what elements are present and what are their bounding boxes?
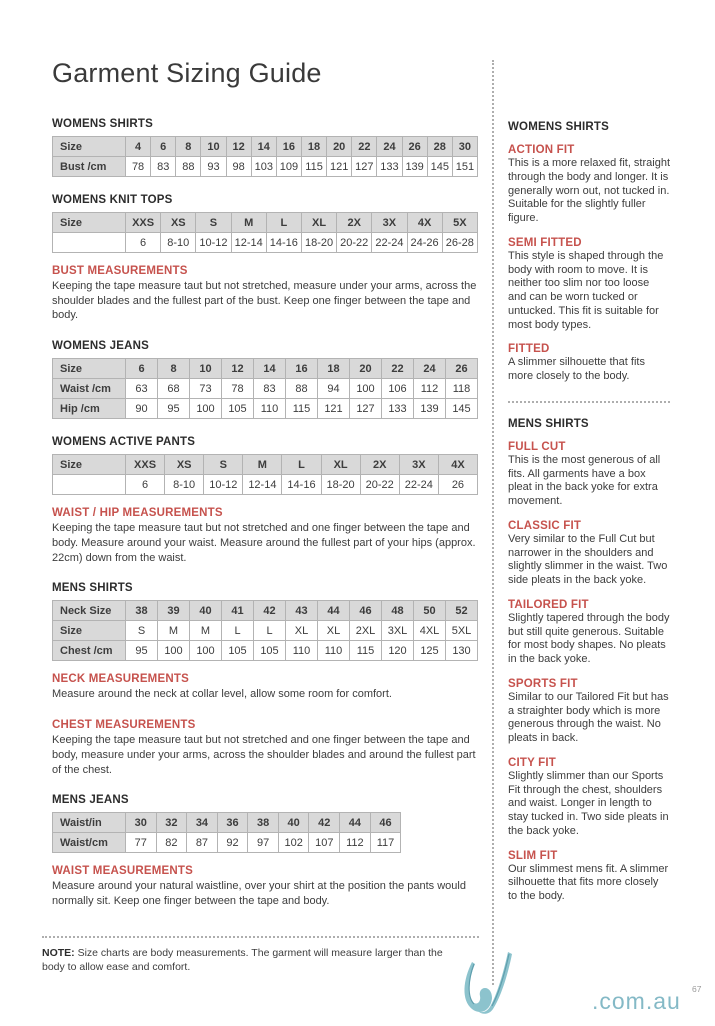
size-value-cell: 38 <box>248 813 279 833</box>
left-column <box>52 118 478 926</box>
size-value-cell: 14-16 <box>282 475 321 495</box>
size-value-cell: 14-16 <box>266 233 301 253</box>
size-value-cell: 110 <box>254 399 286 419</box>
size-value-cell: 24 <box>377 137 402 157</box>
size-value-cell: 87 <box>187 833 218 853</box>
size-value-cell: 92 <box>217 833 248 853</box>
fit-text-slim-fit: Our slimmest mens fit. A slimmer silhouette that fits more closely to the body. <box>508 862 669 902</box>
size-value-cell: 30 <box>452 137 477 157</box>
size-value-cell: 102 <box>278 833 309 853</box>
size-value-cell: 43 <box>286 601 318 621</box>
size-value-cell: 46 <box>370 813 401 833</box>
size-value-cell: XXS <box>126 213 161 233</box>
right-column <box>508 121 670 904</box>
section-heading-mens-jeans: MENS JEANS <box>52 794 129 807</box>
table-header-row <box>53 137 478 157</box>
table-row <box>53 833 401 853</box>
size-value-cell: L <box>222 621 254 641</box>
size-value-cell: 2X <box>337 213 372 233</box>
size-value-cell: 12 <box>222 359 254 379</box>
size-value-cell: 10 <box>201 137 226 157</box>
size-value-cell: 100 <box>158 641 190 661</box>
size-value-cell: 8 <box>158 359 190 379</box>
size-value-cell: 98 <box>226 157 251 177</box>
size-value-cell: M <box>158 621 190 641</box>
size-value-cell: 26 <box>446 359 478 379</box>
fit-text-classic-fit: Very similar to the Full Cut but narrower in the shoulders and slightly slimmer in the waist. Two side pleats in the back yoke. <box>508 532 668 586</box>
size-value-cell: 100 <box>190 641 222 661</box>
size-value-cell: 20-22 <box>360 475 399 495</box>
section-heading-womens-jeans: WOMENS JEANS <box>52 340 149 353</box>
footer-note <box>42 947 466 975</box>
size-value-cell: 139 <box>414 399 446 419</box>
size-value-cell: 18-20 <box>321 475 360 495</box>
size-value-cell: 63 <box>126 379 158 399</box>
row-label-cell: Chest /cm <box>53 641 126 661</box>
measurement-text-chest-measurements: Keeping the tape measure taut but not stretched and one finger between the tape and body, measure under your arms, across the shoulder blades and around the fullest part of the chest. <box>52 734 476 776</box>
size-value-cell: 20 <box>327 137 352 157</box>
row-label-cell: Size <box>53 359 126 379</box>
size-value-cell: 8-10 <box>161 233 196 253</box>
row-label-cell: Waist /cm <box>53 379 126 399</box>
measurement-heading-chest-measurements: CHEST MEASUREMENTS <box>52 719 196 732</box>
row-label-cell: Waist/cm <box>53 833 126 853</box>
size-value-cell: M <box>190 621 222 641</box>
size-value-cell: 109 <box>276 157 301 177</box>
section-heading-mens-shirts: MENS SHIRTS <box>52 582 133 595</box>
size-value-cell: 107 <box>309 833 340 853</box>
size-value-cell: 42 <box>254 601 286 621</box>
size-value-cell: 26 <box>402 137 427 157</box>
size-value-cell: 117 <box>370 833 401 853</box>
size-value-cell: 88 <box>176 157 201 177</box>
size-value-cell: 16 <box>276 137 301 157</box>
size-value-cell: 40 <box>190 601 222 621</box>
size-value-cell: 3XL <box>382 621 414 641</box>
size-value-cell: S <box>126 621 158 641</box>
size-value-cell: 6 <box>151 137 176 157</box>
size-value-cell: 95 <box>158 399 190 419</box>
row-label-cell: Neck Size <box>53 601 126 621</box>
size-table-mens-shirts <box>52 600 478 661</box>
size-value-cell: 14 <box>251 137 276 157</box>
row-label-cell: Size <box>53 621 126 641</box>
size-value-cell: 24 <box>414 359 446 379</box>
measurement-heading-neck-measurements: NECK MEASUREMENTS <box>52 673 189 686</box>
fit-name-slim-fit: SLIM FIT <box>508 849 558 862</box>
size-table-womens-active-pants <box>52 454 478 495</box>
row-label-cell: Bust /cm <box>53 157 126 177</box>
size-value-cell: 22 <box>352 137 377 157</box>
size-value-cell: 133 <box>382 399 414 419</box>
table-row <box>53 233 478 253</box>
size-value-cell: 112 <box>340 833 371 853</box>
size-value-cell: 94 <box>318 379 350 399</box>
measurement-text-bust-measurements: Keeping the tape measure taut but not stretched, measure under your arms, across the shoulder blades and the fullest part of the bust. Keep one finger between the tape and body. <box>52 280 477 322</box>
size-value-cell: 125 <box>414 641 446 661</box>
table-header-row <box>53 601 478 621</box>
size-value-cell: XL <box>301 213 336 233</box>
size-value-cell: 34 <box>187 813 218 833</box>
size-value-cell: 97 <box>248 833 279 853</box>
size-value-cell: M <box>231 213 266 233</box>
size-value-cell: XXS <box>126 455 165 475</box>
size-value-cell: 18-20 <box>301 233 336 253</box>
size-value-cell: 20-22 <box>337 233 372 253</box>
brand-u-ribbon-icon <box>448 948 530 1026</box>
size-value-cell: 127 <box>352 157 377 177</box>
size-value-cell: XL <box>318 621 350 641</box>
size-value-cell: 112 <box>414 379 446 399</box>
size-value-cell: 40 <box>278 813 309 833</box>
size-value-cell: 18 <box>318 359 350 379</box>
page-number: 67 <box>692 984 702 994</box>
measurement-heading-bust-measurements: BUST MEASUREMENTS <box>52 265 188 277</box>
section-heading-womens-active-pants: WOMENS ACTIVE PANTS <box>52 436 196 449</box>
size-value-cell: 30 <box>126 813 157 833</box>
size-value-cell: S <box>204 455 243 475</box>
size-value-cell: 88 <box>286 379 318 399</box>
size-value-cell: 145 <box>446 399 478 419</box>
column-divider-dotted <box>492 60 494 985</box>
table-row <box>53 157 478 177</box>
size-value-cell: 127 <box>350 399 382 419</box>
table-row <box>53 621 478 641</box>
size-value-cell: 115 <box>286 399 318 419</box>
fit-text-semi-fitted: This style is shaped through the body with room to move. It is neither too slim nor too loose and can be worn tucked or untucked. This fit is suitable for most body types. <box>508 249 664 331</box>
size-value-cell: 6 <box>126 233 161 253</box>
table-row <box>53 399 478 419</box>
size-value-cell: 110 <box>318 641 350 661</box>
table-row <box>53 641 478 661</box>
size-value-cell: 18 <box>301 137 326 157</box>
size-value-cell: 36 <box>217 813 248 833</box>
size-value-cell: 12-14 <box>243 475 282 495</box>
size-value-cell: 46 <box>350 601 382 621</box>
size-value-cell: 20 <box>350 359 382 379</box>
section-heading-womens-knit-tops: WOMENS KNIT TOPS <box>52 194 173 206</box>
size-value-cell: XS <box>165 455 204 475</box>
table-header-row <box>53 213 478 233</box>
size-value-cell: 2X <box>360 455 399 475</box>
size-value-cell: 41 <box>222 601 254 621</box>
fit-name-tailored-fit: TAILORED FIT <box>508 598 589 611</box>
measurement-heading-waist-hip-measurements: WAIST / HIP MEASUREMENTS <box>52 507 223 520</box>
size-value-cell: 22-24 <box>399 475 438 495</box>
footer-note-text: Size charts are body measurements. The garment will measure larger than the body to allow ease and comfort. <box>42 947 443 973</box>
size-value-cell: 44 <box>318 601 350 621</box>
fit-text-full-cut: This is the most generous of all fits. All garments have a box pleat in the back yoke for extra movement. <box>508 453 661 507</box>
size-value-cell: 105 <box>222 399 254 419</box>
size-value-cell: 78 <box>222 379 254 399</box>
size-value-cell: 2XL <box>350 621 382 641</box>
measurement-text-waist-measurements: Measure around your natural waistline, over your shirt at the position the pants would normally sit. Keep one finger between the tape and body. <box>52 880 466 908</box>
size-value-cell: XS <box>161 213 196 233</box>
size-value-cell: 68 <box>158 379 190 399</box>
size-value-cell: XL <box>286 621 318 641</box>
section-heading-womens-shirts: WOMENS SHIRTS <box>52 118 153 130</box>
size-value-cell: 50 <box>414 601 446 621</box>
size-value-cell: 28 <box>427 137 452 157</box>
size-value-cell: 12-14 <box>231 233 266 253</box>
size-value-cell: 151 <box>452 157 477 177</box>
size-value-cell: 105 <box>254 641 286 661</box>
size-value-cell: 133 <box>377 157 402 177</box>
size-value-cell: L <box>266 213 301 233</box>
size-value-cell: 26-28 <box>442 233 477 253</box>
table-row <box>53 379 478 399</box>
fit-name-semi-fitted: SEMI FITTED <box>508 236 582 249</box>
fit-text-fitted: A slimmer silhouette that fits more closely to the body. <box>508 356 645 382</box>
row-label-cell: Size <box>53 137 126 157</box>
size-value-cell: 121 <box>318 399 350 419</box>
size-value-cell: 83 <box>151 157 176 177</box>
table-header-row <box>53 813 401 833</box>
size-value-cell: L <box>254 621 286 641</box>
size-value-cell: 93 <box>201 157 226 177</box>
size-value-cell: 103 <box>251 157 276 177</box>
size-value-cell: 78 <box>126 157 151 177</box>
size-value-cell: 16 <box>286 359 318 379</box>
size-value-cell: 145 <box>427 157 452 177</box>
row-label-cell: Size <box>53 213 126 233</box>
size-value-cell: 22 <box>382 359 414 379</box>
size-value-cell: 5X <box>442 213 477 233</box>
row-label-cell <box>53 475 126 495</box>
size-value-cell: 8 <box>176 137 201 157</box>
fit-text-action-fit: This is a more relaxed fit, straight through the body and longer. It is generally worn out, not tucked in. Suitable for the slightly fuller figure. <box>508 157 671 224</box>
size-value-cell: S <box>196 213 231 233</box>
size-value-cell: 77 <box>126 833 157 853</box>
fit-group-heading-mens-shirts: MENS SHIRTS <box>508 417 589 430</box>
size-value-cell: 100 <box>350 379 382 399</box>
size-value-cell: L <box>282 455 321 475</box>
row-label-cell: Size <box>53 455 126 475</box>
size-value-cell: 48 <box>382 601 414 621</box>
size-value-cell: 4X <box>407 213 442 233</box>
fit-group-divider-dotted <box>508 401 670 403</box>
size-value-cell: 106 <box>382 379 414 399</box>
size-value-cell: 10-12 <box>204 475 243 495</box>
fit-name-full-cut: FULL CUT <box>508 440 566 453</box>
size-value-cell: 121 <box>327 157 352 177</box>
row-label-cell: Hip /cm <box>53 399 126 419</box>
size-table-womens-jeans <box>52 358 478 419</box>
footer-divider-dotted <box>42 936 479 938</box>
size-value-cell: 83 <box>254 379 286 399</box>
size-table-womens-knit-tops <box>52 212 478 253</box>
size-value-cell: 118 <box>446 379 478 399</box>
fit-text-tailored-fit: Slightly tapered through the body but still quite generous. Suitable for most body shapes. No pleats in the back yoke. <box>508 611 670 665</box>
size-value-cell: 24-26 <box>407 233 442 253</box>
size-value-cell: 110 <box>286 641 318 661</box>
size-table-mens-jeans <box>52 812 401 853</box>
fit-name-classic-fit: CLASSIC FIT <box>508 519 582 532</box>
fit-name-sports-fit: SPORTS FIT <box>508 677 578 690</box>
size-value-cell: 44 <box>340 813 371 833</box>
size-value-cell: 139 <box>402 157 427 177</box>
measurement-text-neck-measurements: Measure around the neck at collar level, allow some room for comfort. <box>52 688 392 701</box>
size-value-cell: 4 <box>126 137 151 157</box>
footer-note-label: NOTE: <box>42 947 75 959</box>
measurement-heading-waist-measurements: WAIST MEASUREMENTS <box>52 865 193 878</box>
size-value-cell: 95 <box>126 641 158 661</box>
size-value-cell: 130 <box>446 641 478 661</box>
page-title: Garment Sizing Guide <box>52 58 322 88</box>
table-header-row <box>53 359 478 379</box>
size-value-cell: 12 <box>226 137 251 157</box>
table-header-row <box>53 455 478 475</box>
size-value-cell: 115 <box>301 157 326 177</box>
measurement-text-waist-hip-measurements: Keeping the tape measure taut but not stretched and one finger between the tape and body. Measure around your waist. Measure around the fullest part of your hips (approx. 22cm) down from the waist. <box>52 522 476 564</box>
fit-name-fitted: FITTED <box>508 343 550 356</box>
size-value-cell: 100 <box>190 399 222 419</box>
size-value-cell: 10 <box>190 359 222 379</box>
size-value-cell: 5XL <box>446 621 478 641</box>
row-label-cell <box>53 233 126 253</box>
size-value-cell: 22-24 <box>372 233 407 253</box>
size-value-cell: 8-10 <box>165 475 204 495</box>
size-value-cell: 120 <box>382 641 414 661</box>
size-value-cell: XL <box>321 455 360 475</box>
fit-name-action-fit: ACTION FIT <box>508 144 575 156</box>
size-value-cell: 82 <box>156 833 187 853</box>
size-value-cell: 3X <box>372 213 407 233</box>
fit-text-sports-fit: Similar to our Tailored Fit but has a straighter body which is more generous through the waist. No pleats in back. <box>508 690 669 744</box>
row-label-cell: Waist/in <box>53 813 126 833</box>
size-value-cell: 115 <box>350 641 382 661</box>
fit-text-city-fit: Slightly slimmer than our Sports Fit through the chest, shoulders and waist. Longer in length to stay tucked in. Two side pleats in the back yoke. <box>508 769 669 837</box>
size-value-cell: 4X <box>438 455 477 475</box>
fit-name-city-fit: CITY FIT <box>508 756 557 769</box>
size-value-cell: 39 <box>158 601 190 621</box>
size-value-cell: 42 <box>309 813 340 833</box>
size-value-cell: 26 <box>438 475 477 495</box>
size-table-womens-shirts <box>52 136 478 177</box>
size-value-cell: 10-12 <box>196 233 231 253</box>
size-value-cell: M <box>243 455 282 475</box>
brand-domain-text: .com.au <box>592 988 681 1014</box>
size-value-cell: 105 <box>222 641 254 661</box>
size-value-cell: 52 <box>446 601 478 621</box>
size-value-cell: 3X <box>399 455 438 475</box>
size-value-cell: 6 <box>126 359 158 379</box>
table-row <box>53 475 478 495</box>
size-value-cell: 32 <box>156 813 187 833</box>
size-value-cell: 90 <box>126 399 158 419</box>
size-value-cell: 6 <box>126 475 165 495</box>
size-value-cell: 4XL <box>414 621 446 641</box>
size-value-cell: 73 <box>190 379 222 399</box>
size-value-cell: 14 <box>254 359 286 379</box>
size-value-cell: 38 <box>126 601 158 621</box>
fit-group-heading-womens-shirts: WOMENS SHIRTS <box>508 121 609 133</box>
